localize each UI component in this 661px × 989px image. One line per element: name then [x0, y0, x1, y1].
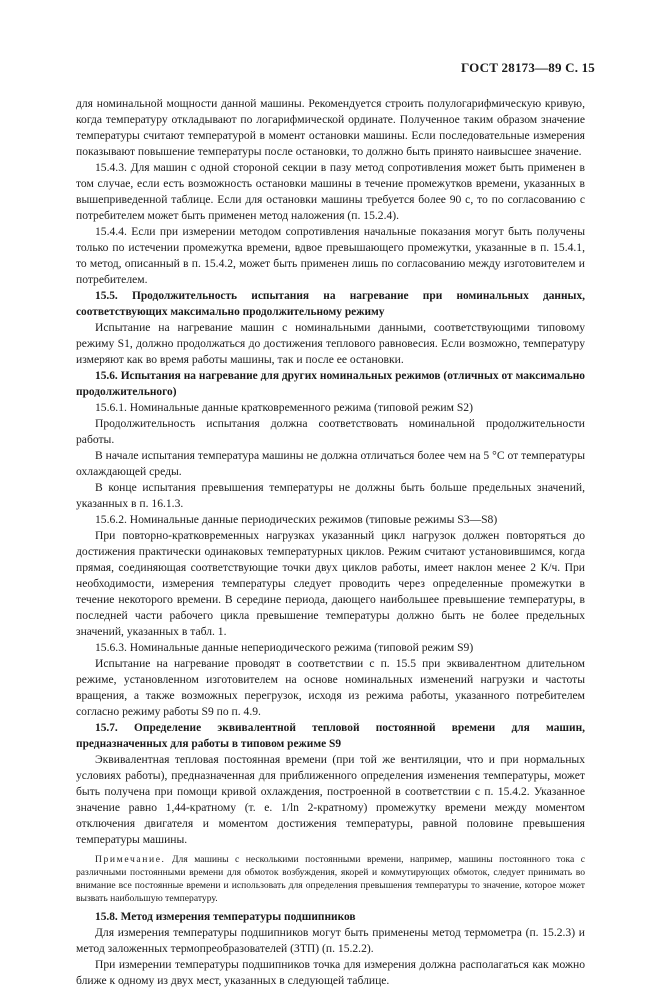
- document-body: [76, 96, 585, 989]
- paragraph-15-6-1: 15.6.1. Номинальные данные кратковременного режима (типовой режим S2): [95, 401, 473, 414]
- paragraph-15-8-methods: Для измерения температуры подшипников могут быть применены метод термометра (п. 15.2.3) и метод заложенных термопреобразователей (ЗТП) (п. 15.2.2).: [76, 926, 585, 955]
- paragraph-15-6-1-start: В начале испытания температура машины не должна отличаться более чем на 5 °С от температуры охлаждающей среды.: [76, 449, 585, 478]
- paragraph-15-6-2-body: При повторно-кратковременных нагрузках указанный цикл нагрузок должен повторяться до достижения практически одинаковых температурных циклов. Режим считают установившимся, когда прямая, соединяющая соответствующие точки двух циклов работы, имеет наклон менее 2 К/ч. При необходимости, измерения температуры следует проводить через определенные промежутки в течение некоторого времени. В середине периода, дающего наибольшее превышение температуры, в последней части рабочего цикла превышение температуры должно быть не более предельных значений, указанных в табл. 1.: [76, 529, 585, 638]
- paragraph-15-8-location: При измерении температуры подшипников точка для измерения должна располагаться как можно ближе к одному из двух мест, указанных в следующей таблице.: [76, 958, 585, 987]
- note: [76, 853, 585, 905]
- section-heading-15-7: 15.7. Определение эквивалентной тепловой постоянной времени для машин, предназначенных для работы в типовом режиме S9: [76, 722, 585, 750]
- paragraph-15-4-4: 15.4.4. Если при измерении методом сопротивления начальные показания могут быть получены только по истечении промежутка времени, вдвое превышающего промежутки, указанные в п. 15.4.1, то метод, описанный в п. 15.4.2, может быть применен лишь по согласованию между изготовителем и потребителем.: [76, 225, 585, 286]
- note-label: Примечание.: [95, 854, 166, 865]
- paragraph-15-5-body: Испытание на нагревание машин с номинальными данными, соответствующими типовому режиму S1, должно продолжаться до достижения теплового равновесия. Если возможно, температуру измеряют как во время работы машины, так и после ее остановки.: [76, 321, 585, 366]
- section-heading-15-8: 15.8. Метод измерения температуры подшипников: [95, 911, 356, 923]
- page-header: ГОСТ 28173—89 С. 15: [461, 60, 595, 75]
- paragraph-continuation: для номинальной мощности данной машины. Рекомендуется строить полулогарифмическую кривую, когда температуру откладывают по логарифмической ординате. Полученное таким образом значение температуры считают температурой в момент остановки машины. Если последовательные измерения показывают повышение температуры после остановки, то должно быть принято наивысшее значение.: [76, 97, 585, 158]
- section-heading-15-5: 15.5. Продолжительность испытания на нагревание при номинальных данных, соответствующих максимально продолжительному режиму: [76, 290, 585, 318]
- paragraph-15-7-body: Эквивалентная тепловая постоянная времени (при той же вентиляции, что и при нормальных условиях работы), предназначенная для приближенного определения изменения температуры, может быть получена при помощи кривой охлаждения, построенной в соответствии с п. 15.4.2. Указанное значение равно 1,44-кратному (т. е. 1/ln 2-кратному) промежутку времени между моментом отключения двигателя и моментом достижения температуры, равной половине превышения температуры машины.: [76, 753, 585, 846]
- paragraph-15-6-1-end: В конце испытания превышения температуры не должны быть больше предельных значений, указанных в п. 16.1.3.: [76, 481, 585, 510]
- paragraph-15-6-3-body: Испытание на нагревание проводят в соответствии с п. 15.5 при эквивалентном длительном режиме, установленном изготовителем на основе номинальных изменений нагрузки и частоты вращения, а также возможных перегрузок, исходя из режима работы, указанного потребителем согласно режиму работы S9 по п. 4.9.: [76, 657, 585, 718]
- paragraph-15-6-3: 15.6.3. Номинальные данные непериодического режима (типовой режим S9): [95, 641, 474, 654]
- note-text: Для машины с несколькими постоянными времени, например, машины постоянного тока с различными постоянными времени для обмоток возбуждения, якорей и коммутирующих обмоток, следует принимать во внимание все постоянные времени и использовать для определения превышения температуры то значение, которое может вызвать наибольшую температуру.: [76, 854, 585, 904]
- section-heading-15-6: 15.6. Испытания на нагревание для других номинальных режимов (отличных от максимально продолжительного): [76, 370, 585, 398]
- paragraph-15-6-1-duration: Продолжительность испытания должна соответствовать номинальной продолжительности работы.: [76, 417, 585, 446]
- paragraph-15-6-2: 15.6.2. Номинальные данные периодических режимов (типовые режимы S3—S8): [95, 513, 498, 526]
- paragraph-15-4-3: 15.4.3. Для машин с одной стороной секции в пазу метод сопротивления может быть применен в том случае, если есть возможность остановки машины в течение промежутков времени, указанных в вышеприведенной таблице. Если для остановки машины требуется более 90 с, то по согласованию с потребителем может быть применен метод наложения (п. 15.2.4).: [76, 161, 585, 222]
